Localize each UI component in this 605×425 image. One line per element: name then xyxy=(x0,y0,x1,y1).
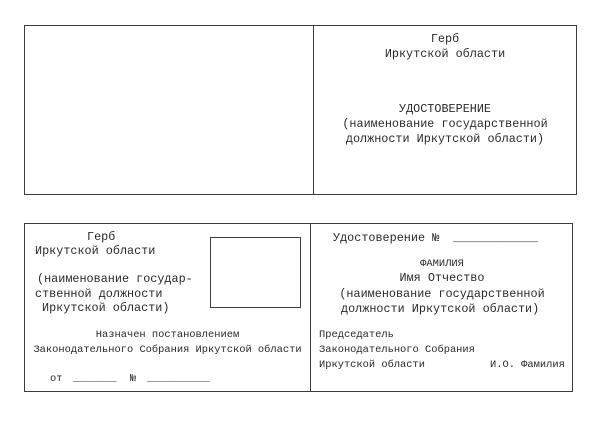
date-prefix: от xyxy=(50,373,63,385)
cover-title: УДОСТОВЕРЕНИЕ xyxy=(398,102,492,116)
appointed-line1: Назначен постановлением xyxy=(95,329,240,341)
photo-placeholder xyxy=(210,237,301,308)
signatory-name: И.О. Фамилия xyxy=(490,359,565,371)
appointed-line2: Законодательного Собрания Иркутской области xyxy=(33,344,302,356)
number-sign: № xyxy=(130,373,137,385)
cover-emblem-region: Иркутской области xyxy=(384,47,506,61)
holder-position-line1: (наименование государственной xyxy=(339,287,545,301)
inner-position-line2: ственной должности xyxy=(35,287,163,301)
id-blank: ____________ xyxy=(453,231,538,245)
inner-fold-divider xyxy=(310,223,311,392)
inner-position-line3: Иркутской области) xyxy=(42,301,170,315)
holder-position-line2: должности Иркутской области) xyxy=(341,302,540,316)
name-patronymic: Имя Отчество xyxy=(399,271,485,285)
inner-emblem-label: Герб xyxy=(87,230,116,244)
cover-left-page xyxy=(25,26,313,194)
cover-fold-divider xyxy=(313,25,314,195)
inner-position-line1: (наименование государ- xyxy=(37,272,193,286)
surname: ФАМИЛИЯ xyxy=(420,258,464,270)
signatory-line2: Законодательного Собрания xyxy=(319,344,475,356)
inner-emblem-region: Иркутской области xyxy=(35,244,156,258)
signatory-line1: Председатель xyxy=(319,329,394,341)
cover-emblem-label: Герб xyxy=(430,32,460,46)
number-blank: __________ xyxy=(147,373,210,385)
id-label: Удостоверение № xyxy=(333,231,440,245)
signatory-line3: Иркутской области xyxy=(319,359,426,371)
date-blank: _______ xyxy=(73,373,117,385)
cover-position-line2: должности Иркутской области) xyxy=(345,132,545,146)
cover-position-line1: (наименование государственной xyxy=(342,117,548,131)
